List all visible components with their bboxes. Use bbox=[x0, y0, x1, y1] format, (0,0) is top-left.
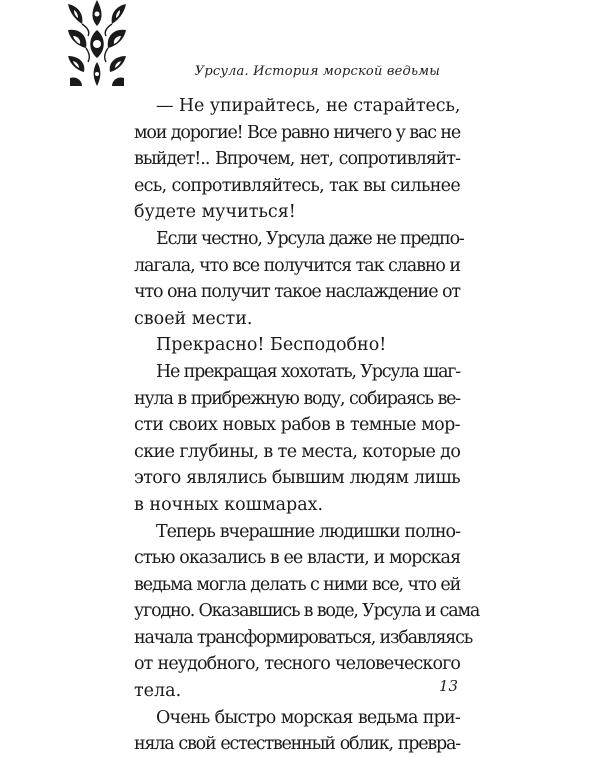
text-line: мои дорогие! Все равно ничего у вас не bbox=[134, 122, 460, 143]
text-line: что она получит такое наслаждение от bbox=[134, 282, 460, 303]
text-line: няла свой естественный облик, превра- bbox=[134, 734, 460, 755]
text-line: будете мучиться! bbox=[134, 202, 296, 223]
text-line: есь, сопротивляйтесь, так вы сильнее bbox=[134, 175, 460, 196]
text-line: сти своих новых рабов в темные мор- bbox=[134, 415, 460, 436]
text-line: тела. bbox=[134, 681, 182, 702]
text-line: своей мести. bbox=[134, 308, 253, 329]
text-line: в ночных кошмарах. bbox=[134, 494, 324, 515]
text-line: угодно. Оказавшись в воде, Урсула и сама bbox=[134, 601, 480, 622]
text-line: от неудобного, тесного человеческого bbox=[134, 654, 460, 675]
text-line: ские глубины, в те места, которые до bbox=[134, 441, 461, 462]
text-line: ведьма могла делать с ними все, что ей bbox=[134, 574, 461, 595]
text-line: этого являлись бывшим людям лишь bbox=[134, 468, 460, 489]
text-line: стью оказались в ее власти, и морская bbox=[134, 548, 461, 569]
text-line: Если честно, Урсула даже не предпо- bbox=[156, 228, 464, 249]
text-line: Очень быстро морская ведьма при- bbox=[156, 707, 460, 728]
text-line: нула в прибрежную воду, собираясь ве- bbox=[134, 388, 460, 409]
text-line: Теперь вчерашние людишки полно- bbox=[156, 521, 460, 542]
text-line: лагала, что все получится так славно и bbox=[134, 255, 460, 276]
damask-ornament-icon bbox=[68, 0, 126, 86]
text-line: Прекрасно! Бесподобно! bbox=[156, 335, 387, 356]
running-header: Урсула. История морской ведьмы bbox=[194, 64, 440, 79]
text-line: начала трансформироваться, избавляясь bbox=[134, 627, 473, 648]
text-line: — Не упирайтесь, не старайтесь, bbox=[156, 96, 461, 116]
text-line: Не прекращая хохотать, Урсула шаг- bbox=[156, 361, 460, 382]
body-text bbox=[134, 93, 480, 758]
text-line: выйдет!.. Впрочем, нет, сопротивляйт- bbox=[134, 149, 460, 170]
page-number: 13 bbox=[438, 677, 458, 695]
